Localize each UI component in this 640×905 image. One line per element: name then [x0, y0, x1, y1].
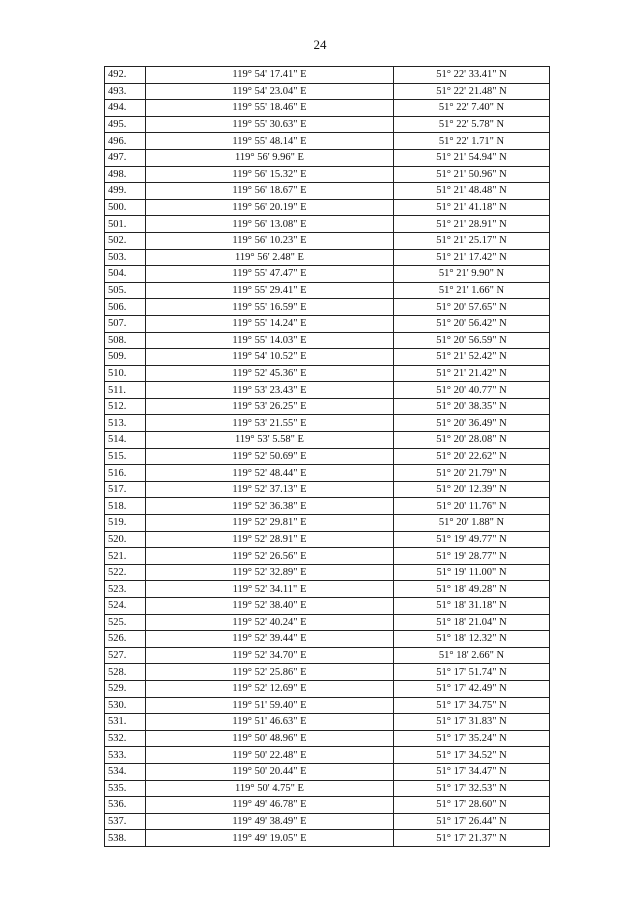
- latitude-cell: 51° 17' 35.24" N: [394, 730, 550, 747]
- longitude-cell: 119° 53' 26.25" E: [146, 398, 394, 415]
- longitude-cell: 119° 52' 36.38" E: [146, 498, 394, 515]
- longitude-cell: 119° 55' 47.47" E: [146, 266, 394, 283]
- latitude-cell: 51° 18' 31.18" N: [394, 598, 550, 615]
- point-number-cell: 529.: [105, 680, 146, 697]
- longitude-cell: 119° 55' 14.24" E: [146, 315, 394, 332]
- point-number-cell: 531.: [105, 714, 146, 731]
- latitude-cell: 51° 18' 2.66" N: [394, 647, 550, 664]
- latitude-cell: 51° 20' 38.35" N: [394, 398, 550, 415]
- table-row: [105, 232, 550, 249]
- table-row: [105, 382, 550, 399]
- longitude-cell: 119° 56' 2.48" E: [146, 249, 394, 266]
- latitude-cell: 51° 18' 21.04" N: [394, 614, 550, 631]
- table-row: [105, 714, 550, 731]
- point-number-cell: 501.: [105, 216, 146, 233]
- coordinates-table-body: [105, 67, 550, 847]
- point-number-cell: 506.: [105, 299, 146, 316]
- longitude-cell: 119° 56' 18.67" E: [146, 183, 394, 200]
- table-row: [105, 780, 550, 797]
- latitude-cell: 51° 17' 51.74" N: [394, 664, 550, 681]
- latitude-cell: 51° 20' 57.65" N: [394, 299, 550, 316]
- latitude-cell: 51° 17' 31.83" N: [394, 714, 550, 731]
- table-row: [105, 349, 550, 366]
- point-number-cell: 507.: [105, 315, 146, 332]
- latitude-cell: 51° 18' 12.32" N: [394, 631, 550, 648]
- longitude-cell: 119° 52' 45.36" E: [146, 365, 394, 382]
- latitude-cell: 51° 18' 49.28" N: [394, 581, 550, 598]
- page-number: 24: [313, 37, 327, 52]
- latitude-cell: 51° 22' 5.78" N: [394, 116, 550, 133]
- latitude-cell: 51° 22' 33.41" N: [394, 67, 550, 84]
- longitude-cell: 119° 52' 38.40" E: [146, 598, 394, 615]
- point-number-cell: 494.: [105, 100, 146, 117]
- point-number-cell: 526.: [105, 631, 146, 648]
- point-number-cell: 493.: [105, 83, 146, 100]
- latitude-cell: 51° 21' 48.48" N: [394, 183, 550, 200]
- point-number-cell: 505.: [105, 282, 146, 299]
- longitude-cell: 119° 52' 37.13" E: [146, 481, 394, 498]
- table-row: [105, 67, 550, 84]
- table-row: [105, 581, 550, 598]
- longitude-cell: 119° 55' 16.59" E: [146, 299, 394, 316]
- longitude-cell: 119° 55' 29.41" E: [146, 282, 394, 299]
- latitude-cell: 51° 22' 1.71" N: [394, 133, 550, 150]
- point-number-cell: 503.: [105, 249, 146, 266]
- point-number-cell: 511.: [105, 382, 146, 399]
- longitude-cell: 119° 52' 34.11" E: [146, 581, 394, 598]
- longitude-cell: 119° 52' 32.89" E: [146, 564, 394, 581]
- latitude-cell: 51° 21' 41.18" N: [394, 199, 550, 216]
- table-row: [105, 432, 550, 449]
- latitude-cell: 51° 20' 56.42" N: [394, 315, 550, 332]
- longitude-cell: 119° 56' 20.19" E: [146, 199, 394, 216]
- point-number-cell: 497.: [105, 149, 146, 166]
- point-number-cell: 528.: [105, 664, 146, 681]
- point-number-cell: 513.: [105, 415, 146, 432]
- latitude-cell: 51° 17' 21.37" N: [394, 830, 550, 847]
- longitude-cell: 119° 56' 13.08" E: [146, 216, 394, 233]
- point-number-cell: 533.: [105, 747, 146, 764]
- latitude-cell: 51° 17' 34.52" N: [394, 747, 550, 764]
- longitude-cell: 119° 52' 34.70" E: [146, 647, 394, 664]
- longitude-cell: 119° 52' 12.69" E: [146, 680, 394, 697]
- point-number-cell: 492.: [105, 67, 146, 84]
- table-row: [105, 647, 550, 664]
- longitude-cell: 119° 53' 21.55" E: [146, 415, 394, 432]
- point-number-cell: 530.: [105, 697, 146, 714]
- coordinates-table: [104, 66, 550, 847]
- latitude-cell: 51° 17' 34.75" N: [394, 697, 550, 714]
- latitude-cell: 51° 20' 1.88" N: [394, 515, 550, 532]
- longitude-cell: 119° 49' 46.78" E: [146, 797, 394, 814]
- point-number-cell: 523.: [105, 581, 146, 598]
- table-row: [105, 465, 550, 482]
- latitude-cell: 51° 17' 26.44" N: [394, 813, 550, 830]
- latitude-cell: 51° 20' 36.49" N: [394, 415, 550, 432]
- point-number-cell: 500.: [105, 199, 146, 216]
- table-row: [105, 183, 550, 200]
- longitude-cell: 119° 52' 50.69" E: [146, 448, 394, 465]
- latitude-cell: 51° 21' 17.42" N: [394, 249, 550, 266]
- table-row: [105, 680, 550, 697]
- longitude-cell: 119° 56' 9.96" E: [146, 149, 394, 166]
- point-number-cell: 496.: [105, 133, 146, 150]
- latitude-cell: 51° 20' 12.39" N: [394, 481, 550, 498]
- latitude-cell: 51° 21' 21.42" N: [394, 365, 550, 382]
- table-row: [105, 199, 550, 216]
- table-row: [105, 315, 550, 332]
- latitude-cell: 51° 20' 40.77" N: [394, 382, 550, 399]
- point-number-cell: 521.: [105, 548, 146, 565]
- point-number-cell: 508.: [105, 332, 146, 349]
- point-number-cell: 524.: [105, 598, 146, 615]
- latitude-cell: 51° 19' 28.77" N: [394, 548, 550, 565]
- longitude-cell: 119° 51' 59.40" E: [146, 697, 394, 714]
- table-row: [105, 747, 550, 764]
- longitude-cell: 119° 54' 10.52" E: [146, 349, 394, 366]
- longitude-cell: 119° 50' 20.44" E: [146, 763, 394, 780]
- longitude-cell: 119° 53' 5.58" E: [146, 432, 394, 449]
- longitude-cell: 119° 55' 30.63" E: [146, 116, 394, 133]
- point-number-cell: 518.: [105, 498, 146, 515]
- point-number-cell: 527.: [105, 647, 146, 664]
- table-row: [105, 448, 550, 465]
- table-row: [105, 266, 550, 283]
- point-number-cell: 532.: [105, 730, 146, 747]
- point-number-cell: 499.: [105, 183, 146, 200]
- table-row: [105, 166, 550, 183]
- table-row: [105, 531, 550, 548]
- table-row: [105, 365, 550, 382]
- longitude-cell: 119° 50' 22.48" E: [146, 747, 394, 764]
- longitude-cell: 119° 50' 4.75" E: [146, 780, 394, 797]
- latitude-cell: 51° 17' 34.47" N: [394, 763, 550, 780]
- latitude-cell: 51° 21' 1.66" N: [394, 282, 550, 299]
- latitude-cell: 51° 17' 42.49" N: [394, 680, 550, 697]
- latitude-cell: 51° 20' 11.76" N: [394, 498, 550, 515]
- table-row: [105, 415, 550, 432]
- latitude-cell: 51° 20' 21.79" N: [394, 465, 550, 482]
- table-row: [105, 830, 550, 847]
- table-row: [105, 631, 550, 648]
- table-row: [105, 564, 550, 581]
- point-number-cell: 519.: [105, 515, 146, 532]
- table-row: [105, 730, 550, 747]
- table-row: [105, 664, 550, 681]
- latitude-cell: 51° 21' 54.94" N: [394, 149, 550, 166]
- latitude-cell: 51° 20' 22.62" N: [394, 448, 550, 465]
- point-number-cell: 502.: [105, 232, 146, 249]
- table-row: [105, 133, 550, 150]
- latitude-cell: 51° 21' 25.17" N: [394, 232, 550, 249]
- point-number-cell: 537.: [105, 813, 146, 830]
- point-number-cell: 498.: [105, 166, 146, 183]
- table-row: [105, 83, 550, 100]
- latitude-cell: 51° 21' 28.91" N: [394, 216, 550, 233]
- longitude-cell: 119° 52' 26.56" E: [146, 548, 394, 565]
- longitude-cell: 119° 52' 48.44" E: [146, 465, 394, 482]
- longitude-cell: 119° 50' 48.96" E: [146, 730, 394, 747]
- longitude-cell: 119° 52' 39.44" E: [146, 631, 394, 648]
- longitude-cell: 119° 56' 10.23" E: [146, 232, 394, 249]
- table-row: [105, 515, 550, 532]
- longitude-cell: 119° 52' 29.81" E: [146, 515, 394, 532]
- longitude-cell: 119° 49' 38.49" E: [146, 813, 394, 830]
- longitude-cell: 119° 52' 25.86" E: [146, 664, 394, 681]
- point-number-cell: 517.: [105, 481, 146, 498]
- point-number-cell: 514.: [105, 432, 146, 449]
- longitude-cell: 119° 56' 15.32" E: [146, 166, 394, 183]
- table-row: [105, 598, 550, 615]
- table-row: [105, 797, 550, 814]
- longitude-cell: 119° 55' 48.14" E: [146, 133, 394, 150]
- latitude-cell: 51° 21' 52.42" N: [394, 349, 550, 366]
- table-row: [105, 498, 550, 515]
- table-row: [105, 763, 550, 780]
- point-number-cell: 535.: [105, 780, 146, 797]
- point-number-cell: 504.: [105, 266, 146, 283]
- longitude-cell: 119° 49' 19.05" E: [146, 830, 394, 847]
- longitude-cell: 119° 51' 46.63" E: [146, 714, 394, 731]
- longitude-cell: 119° 54' 17.41" E: [146, 67, 394, 84]
- latitude-cell: 51° 20' 56.59" N: [394, 332, 550, 349]
- point-number-cell: 515.: [105, 448, 146, 465]
- longitude-cell: 119° 54' 23.04" E: [146, 83, 394, 100]
- point-number-cell: 525.: [105, 614, 146, 631]
- point-number-cell: 516.: [105, 465, 146, 482]
- latitude-cell: 51° 20' 28.08" N: [394, 432, 550, 449]
- latitude-cell: 51° 22' 21.48" N: [394, 83, 550, 100]
- table-row: [105, 813, 550, 830]
- table-row: [105, 299, 550, 316]
- longitude-cell: 119° 53' 23.43" E: [146, 382, 394, 399]
- table-row: [105, 332, 550, 349]
- latitude-cell: 51° 21' 50.96" N: [394, 166, 550, 183]
- table-row: [105, 149, 550, 166]
- latitude-cell: 51° 19' 11.00" N: [394, 564, 550, 581]
- latitude-cell: 51° 19' 49.77" N: [394, 531, 550, 548]
- point-number-cell: 509.: [105, 349, 146, 366]
- table-row: [105, 249, 550, 266]
- table-row: [105, 282, 550, 299]
- point-number-cell: 520.: [105, 531, 146, 548]
- table-row: [105, 116, 550, 133]
- table-row: [105, 697, 550, 714]
- longitude-cell: 119° 52' 28.91" E: [146, 531, 394, 548]
- longitude-cell: 119° 55' 14.03" E: [146, 332, 394, 349]
- table-row: [105, 548, 550, 565]
- longitude-cell: 119° 55' 18.46" E: [146, 100, 394, 117]
- longitude-cell: 119° 52' 40.24" E: [146, 614, 394, 631]
- table-row: [105, 398, 550, 415]
- point-number-cell: 538.: [105, 830, 146, 847]
- latitude-cell: 51° 22' 7.40" N: [394, 100, 550, 117]
- point-number-cell: 510.: [105, 365, 146, 382]
- table-row: [105, 481, 550, 498]
- point-number-cell: 495.: [105, 116, 146, 133]
- point-number-cell: 536.: [105, 797, 146, 814]
- point-number-cell: 534.: [105, 763, 146, 780]
- latitude-cell: 51° 17' 32.53" N: [394, 780, 550, 797]
- table-row: [105, 614, 550, 631]
- table-row: [105, 100, 550, 117]
- latitude-cell: 51° 21' 9.90" N: [394, 266, 550, 283]
- table-row: [105, 216, 550, 233]
- point-number-cell: 512.: [105, 398, 146, 415]
- latitude-cell: 51° 17' 28.60" N: [394, 797, 550, 814]
- point-number-cell: 522.: [105, 564, 146, 581]
